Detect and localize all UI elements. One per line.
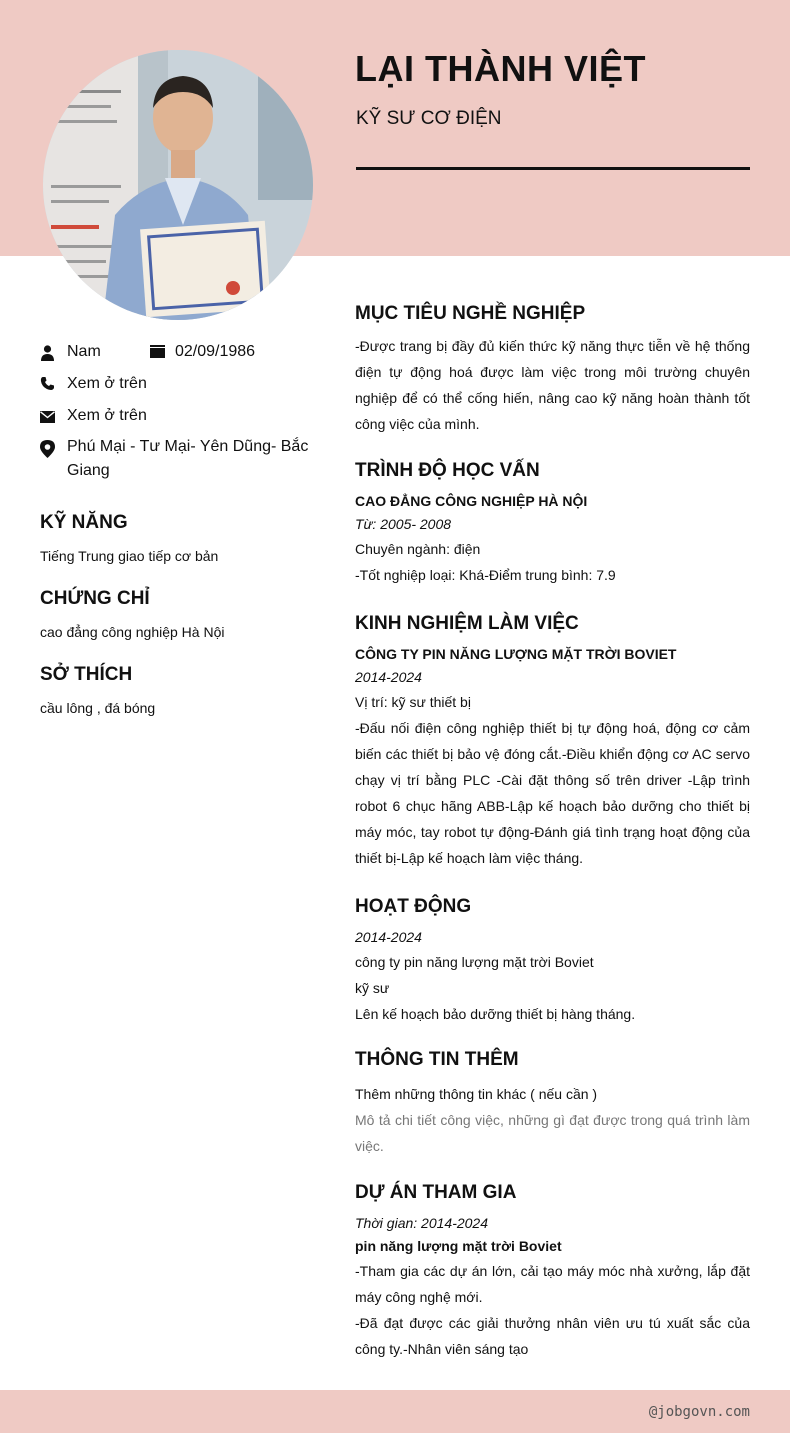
certificates-text: cao đẳng công nghiệp Hà Nội: [40, 624, 225, 640]
experience-position: Vị trí: kỹ sư thiết bị: [355, 694, 471, 710]
education-section: [355, 460, 750, 588]
phone-icon: [40, 376, 55, 391]
additional-info-heading: THÔNG TIN THÊM: [355, 1049, 519, 1070]
objective-text: -Được trang bị đầy đủ kiến thức kỹ năng thực tiễn về hệ thống điện tự động hoá được làm việc trong môi trường chuyên nghiệp để có thể cống hiến, nâng cao kỹ năng hoàn thành tốt công việc của mình.: [355, 338, 750, 432]
experience-company: CÔNG TY PIN NĂNG LƯỢNG MẶT TRỜI BOVIET: [355, 646, 677, 662]
watermark: @jobgovn.com: [648, 1404, 750, 1420]
job-title: KỸ SƯ CƠ ĐIỆN: [356, 108, 502, 129]
activities-role: kỹ sư: [355, 980, 390, 996]
education-major: Chuyên ngành: điện: [355, 541, 481, 557]
experience-section: [355, 613, 750, 871]
additional-info-section: [355, 1049, 750, 1159]
address-line-1: Phú Mại - Tư Mại- Yên Dũng- Bắc: [67, 438, 309, 455]
skills-text: Tiếng Trung giao tiếp cơ bản: [40, 548, 219, 564]
projects-name: pin năng lượng mặt trời Boviet: [355, 1238, 562, 1254]
additional-info-line1: Thêm những thông tin khác ( nếu cần ): [355, 1086, 598, 1102]
activities-heading: HOẠT ĐỘNG: [355, 896, 472, 917]
additional-info-line2: Mô tả chi tiết công việc, những gì đạt được trong quá trình làm việc.: [355, 1112, 750, 1154]
projects-heading: DỰ ÁN THAM GIA: [355, 1182, 517, 1203]
projects-period: Thời gian: 2014-2024: [355, 1215, 488, 1231]
certificates-heading: CHỨNG CHỈ: [40, 588, 150, 609]
activities-description: Lên kế hoạch bảo dưỡng thiết bị hàng tháng.: [355, 1006, 636, 1022]
education-period: Từ: 2005- 2008: [355, 516, 452, 532]
activities-period: 2014-2024: [355, 929, 422, 945]
birthday-value: 02/09/1986: [175, 343, 256, 360]
profile-photo: [43, 50, 313, 320]
email-value: Xem ở trên: [67, 407, 147, 424]
education-heading: TRÌNH ĐỘ HỌC VẤN: [355, 460, 540, 481]
gender-value: Nam: [67, 343, 101, 360]
phone-value: Xem ở trên: [67, 375, 147, 392]
envelope-icon: [40, 410, 55, 425]
activities-org: công ty pin năng lượng mặt trời Boviet: [355, 954, 594, 970]
person-icon: [40, 345, 55, 360]
education-school: CAO ĐẲNG CÔNG NGHIỆP HÀ NỘI: [355, 493, 588, 509]
title-divider: [356, 167, 750, 170]
experience-heading: KINH NGHIỆM LÀM VIỆC: [355, 613, 579, 634]
address-line-2: Giang: [67, 462, 110, 479]
location-pin-icon: [40, 440, 55, 455]
hobbies-text: cầu lông , đá bóng: [40, 700, 156, 716]
hobbies-heading: SỞ THÍCH: [40, 664, 133, 685]
education-grade: -Tốt nghiệp loại: Khá-Điểm trung bình: 7.9: [355, 567, 616, 583]
projects-desc1: -Tham gia các dự án lớn, cải tạo máy móc nhà xưởng, lắp đặt máy công nghệ mới.: [355, 1263, 750, 1305]
experience-period: 2014-2024: [355, 669, 422, 685]
objective-heading: MỤC TIÊU NGHỀ NGHIỆP: [355, 303, 586, 324]
objective-section: [355, 303, 750, 437]
experience-description: -Đấu nối điện công nghiệp thiết bị tự động hoá, động cơ cảm biến các thiết bị bảo vệ đóng cắt.-Điều khiển động cơ AC servo chạy vị trí bằng PLC -Cài đặt thông số trên driver -Lập trình robot 6 chục hãng ABB-Lập kế hoạch bảo dưỡng cho thiết bị máy móc, tay robot tự động-Đánh giá tình trạng hoạt động của thiết bị-Lập kế hoạch làm việc tháng.: [355, 720, 750, 866]
projects-desc2: -Đã đạt được các giải thưởng nhân viên ưu tú xuất sắc của công ty.-Nhân viên sáng tạo: [355, 1315, 750, 1357]
address-value: [67, 435, 308, 483]
skills-heading: KỸ NĂNG: [40, 512, 128, 533]
activities-section: [355, 896, 750, 1027]
projects-section: [355, 1182, 750, 1362]
candidate-name: LẠI THÀNH VIỆT: [355, 48, 646, 89]
calendar-icon: [150, 345, 165, 360]
